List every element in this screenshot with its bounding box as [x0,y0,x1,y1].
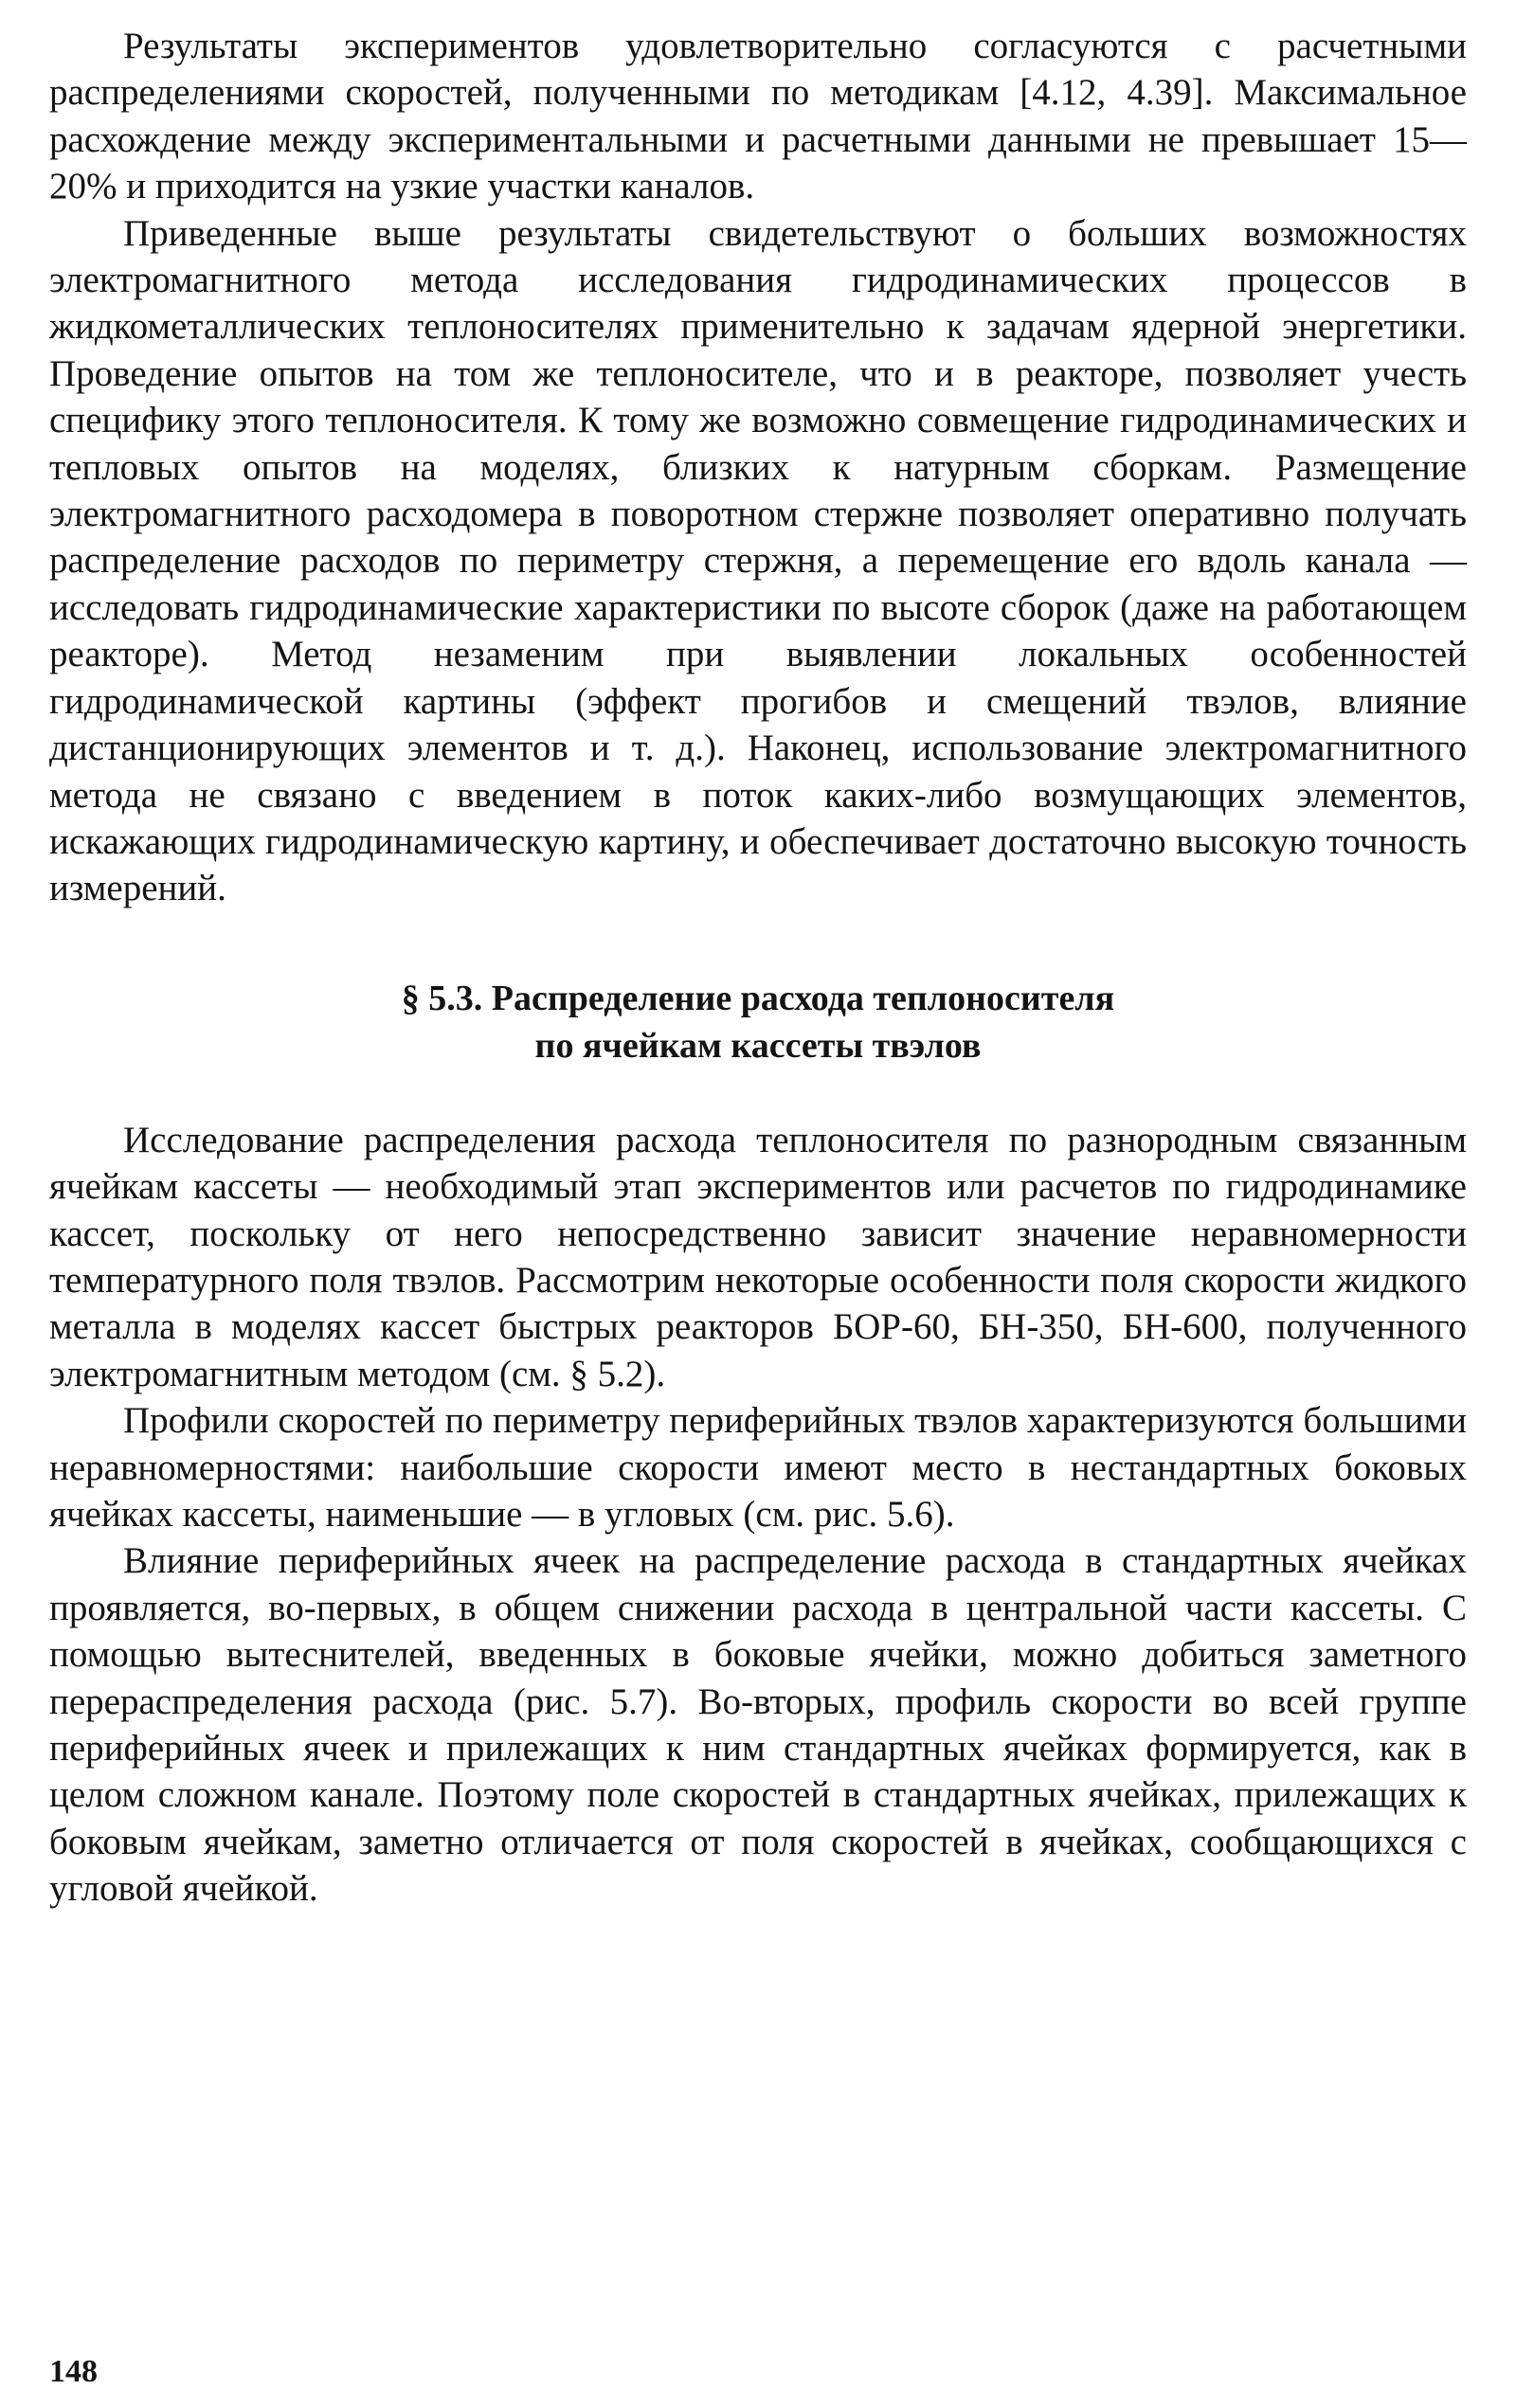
page-number: 148 [49,2354,98,2389]
paragraph-peripheral-cells-influence: Влияние периферийных ячеек на распределение расхода в стандартных ячейках проявляется, во-первых, в общем снижении расхода в центральной части кассеты. С помощью вытеснителей, введенных в боковые ячейки, можно добиться заметного перераспределения расхода (рис. 5.7). Во-вторых, профиль скорости во всей группе периферийных ячеек и прилежащих к ним стандартных ячейках формируется, как в целом сложном канале. Поэтому поле скоростей в стандартных ячейках, прилежащих к боковым ячейкам, заметно отличается от поля скоростей в ячейках, сообщающихся с угловой ячейкой. [49,1540,1467,1910]
section-heading-line-2: по ячейкам кассеты твэлов [534,1025,982,1066]
paragraph-velocity-profiles: Профили скоростей по периметру периферийных твэлов характеризуются большими неравномерностями: наибольшие скорости имеют место в нестандартных боковых ячейках кассеты, наименьшие — в угловых (см. рис. 5.6). [49,1400,1467,1535]
section-heading [49,975,1467,1069]
section-heading-line-1: § 5.3. Распределение расхода теплоносителя [401,978,1115,1018]
paragraph-results-agreement: Результаты экспериментов удовлетворительно согласуются с расчетными распределениями скоростей, полученными по методикам [4.12, 4.39]. Максимальное расхождение между экспериментальными и расчетными данными не превышает 15—20% и приходится на узкие участки каналов. [49,26,1467,207]
page-content [49,23,1467,1913]
paragraph-method-advantages: Приведенные выше результаты свидетельствуют о больших возможностях электромагнитного метода исследования гидродинамических процессов в жидкометаллических теплоносителях применительно к задачам ядерной энергетики. Проведение опытов на том же теплоносителе, что и в реакторе, позволяет учесть специфику этого теплоносителя. К тому же возможно совмещение гидродинамических и тепловых опытов на моделях, близких к натурным сборкам. Размещение электромагнитного расходомера в поворотном стержне позволяет оперативно получать распределение расходов по периметру стержня, а перемещение его вдоль канала — исследовать гидродинамические характеристики по высоте сборок (даже на работающем реакторе). Метод незаменим при выявлении локальных особенностей гидродинамической картины (эффект прогибов и смещений твэлов, влияние дистанционирующих элементов и т. д.). Наконец, использование электромагнитного метода не связано с введением в поток каких-либо возмущающих элементов, искажающих гидродинамическую картину, и обеспечивает достаточно высокую точность измерений. [49,212,1467,909]
paragraph-flow-distribution-study: Исследование распределения расхода теплоносителя по разнородным связанным ячейкам кассеты — необходимый этап экспериментов или расчетов по гидродинамике кассет, поскольку от него непосредственно зависит значение неравномерности температурного поля твэлов. Рассмотрим некоторые особенности поля скорости жидкого металла в моделях кассет быстрых реакторов БОР-60, БН-350, БН-600, полученного электромагнитным методом (см. § 5.2). [49,1119,1467,1394]
